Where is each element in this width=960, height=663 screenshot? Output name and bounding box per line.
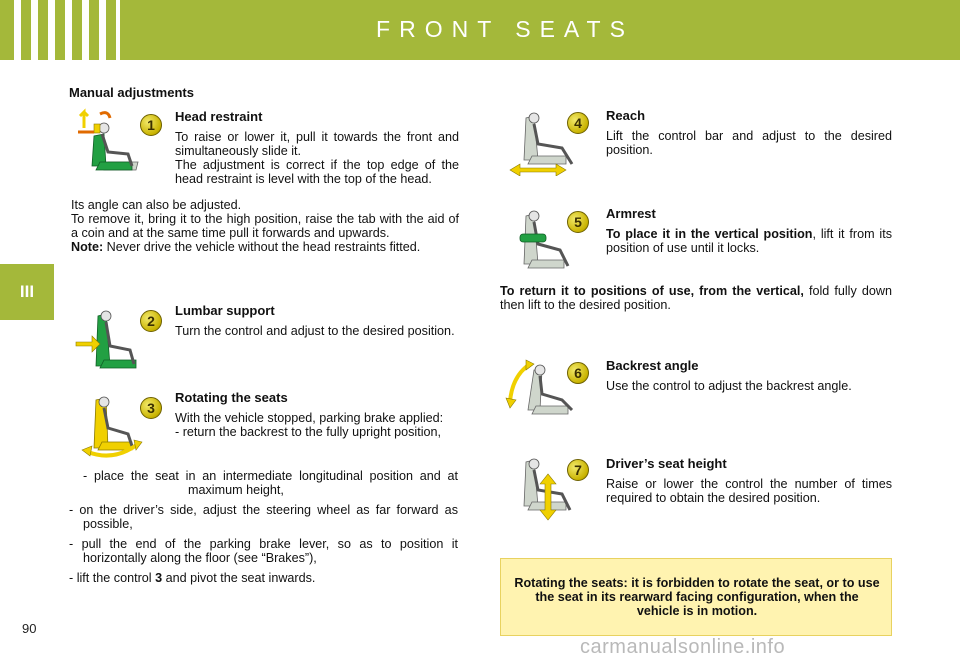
warning-text: Rotating the seats: it is forbidden to rotate the seat, or to use the seat in its rearward facing configuration, when the vehicle is in motion. [514, 576, 880, 618]
head-restraint-block-2 [71, 198, 459, 254]
height-block [606, 457, 892, 505]
lumbar-block [175, 304, 461, 338]
rotating-step-5 [69, 571, 458, 585]
rotating-title: Rotating the seats [175, 390, 288, 405]
lumbar-title: Lumbar support [175, 303, 275, 318]
armrest-title: Armrest [606, 206, 656, 221]
watermark: carmanualsonline.info [580, 636, 786, 658]
number-badge-5: 5 [567, 211, 589, 233]
header-stripe [14, 0, 21, 60]
number-badge-4: 4 [567, 112, 589, 134]
rotating-step-2: - place the seat in an intermediate longitudinal position and at maximum height, [83, 469, 458, 497]
rotating-block-2 [69, 469, 458, 585]
page-header [0, 0, 960, 60]
header-stripe [116, 0, 120, 60]
header-stripe [82, 0, 89, 60]
head-restraint-text-3: Its angle can also be adjusted. [71, 198, 242, 212]
note-text: Never drive the vehicle without the head restraints fitted. [103, 240, 421, 254]
head-restraint-block [175, 110, 459, 186]
header-stripe [65, 0, 72, 60]
backrest-text: Use the control to adjust the backrest angle. [606, 379, 852, 393]
number-badge-7: 7 [567, 459, 589, 481]
note-label: Note: [71, 240, 104, 254]
reach-block [606, 109, 892, 157]
head-restraint-text-2: The adjustment is correct if the top edge of the head restraint is level with the top of the head. [175, 158, 459, 186]
rotating-step-5-num: 3 [155, 571, 163, 585]
armrest-text-rest: , lift it from its position of use until it locks. [606, 227, 892, 255]
rotating-step-1: - return the backrest to the fully upright position, [175, 425, 442, 439]
chapter-tab[interactable]: III [0, 264, 54, 320]
rotating-intro: With the vehicle stopped, parking brake applied: [175, 411, 444, 425]
rotating-step-3: - on the driver’s side, adjust the steering wheel as far forward as possible, [69, 503, 458, 531]
number-badge-2: 2 [140, 310, 162, 332]
warning-box [500, 558, 892, 636]
armrest-text-bold: To place it in the vertical position [606, 227, 813, 241]
page-number: 90 [22, 621, 37, 636]
header-stripe [99, 0, 106, 60]
number-badge-1: 1 [140, 114, 162, 136]
head-restraint-note [71, 240, 459, 254]
number-badge-3: 3 [140, 397, 162, 419]
reach-title: Reach [606, 108, 646, 123]
armrest-return-text [500, 284, 892, 312]
rotating-step-5-pre: - lift the control [69, 571, 156, 585]
backrest-title: Backrest angle [606, 358, 699, 373]
lumbar-text: Turn the control and adjust to the desired position. [175, 324, 455, 338]
backrest-block [606, 359, 892, 393]
rotating-step-4: - pull the end of the parking brake lever, so as to position it horizontally along the floor (see “Brakes”), [69, 537, 458, 565]
header-stripe [48, 0, 55, 60]
armrest-text [606, 227, 892, 255]
reach-text: Lift the control bar and adjust to the desired position. [606, 129, 892, 157]
number-badge-6: 6 [567, 362, 589, 384]
head-restraint-text-4: To remove it, bring it to the high position, raise the tab with the aid of a coin and at the same time pull it forwards and upwards. [71, 212, 459, 240]
header-stripe [31, 0, 38, 60]
section-title: Manual adjustments [69, 85, 194, 100]
armrest-return-bold: To return it to positions of use, from the vertical, [500, 284, 804, 298]
rotating-block [175, 391, 458, 439]
armrest-return-rest: fold fully down then lift to the desired position. [500, 284, 892, 312]
head-restraint-title: Head restraint [175, 109, 263, 124]
rotating-step-5-post: and pivot the seat inwards. [162, 571, 316, 585]
head-restraint-text-1: To raise or lower it, pull it towards the front and simultaneously slide it. [175, 130, 459, 158]
page-title: FRONT SEATS [376, 16, 634, 42]
armrest-block [606, 207, 892, 255]
height-text: Raise or lower the control the number of times required to obtain the desired position. [606, 477, 892, 505]
height-title: Driver’s seat height [606, 456, 727, 471]
head-restraint-illustration [74, 108, 152, 176]
